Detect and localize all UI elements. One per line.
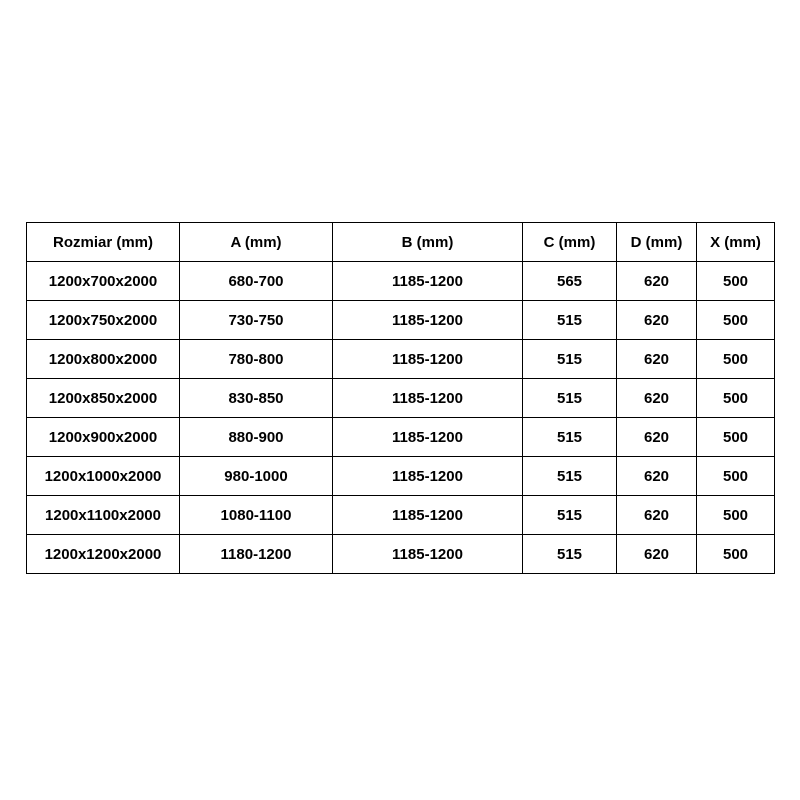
column-header-a: A (mm)	[180, 223, 333, 262]
cell-rozmiar: 1200x1000x2000	[27, 457, 180, 496]
table-body	[27, 262, 775, 574]
cell-rozmiar: 1200x700x2000	[27, 262, 180, 301]
size-table-container	[26, 222, 774, 574]
cell-a: 1180-1200	[180, 535, 333, 574]
cell-rozmiar: 1200x800x2000	[27, 340, 180, 379]
size-table	[26, 222, 775, 574]
table-row	[27, 379, 775, 418]
cell-b: 1185-1200	[333, 379, 523, 418]
cell-b: 1185-1200	[333, 340, 523, 379]
cell-a: 980-1000	[180, 457, 333, 496]
cell-d: 620	[617, 379, 697, 418]
cell-d: 620	[617, 340, 697, 379]
cell-a: 680-700	[180, 262, 333, 301]
cell-a: 780-800	[180, 340, 333, 379]
cell-rozmiar: 1200x1100x2000	[27, 496, 180, 535]
cell-c: 515	[523, 457, 617, 496]
table-row	[27, 262, 775, 301]
table-row	[27, 301, 775, 340]
cell-b: 1185-1200	[333, 535, 523, 574]
cell-b: 1185-1200	[333, 301, 523, 340]
cell-d: 620	[617, 418, 697, 457]
cell-c: 515	[523, 301, 617, 340]
cell-c: 515	[523, 379, 617, 418]
cell-rozmiar: 1200x850x2000	[27, 379, 180, 418]
table-header-row	[27, 223, 775, 262]
cell-rozmiar: 1200x1200x2000	[27, 535, 180, 574]
column-header-c: C (mm)	[523, 223, 617, 262]
cell-x: 500	[697, 262, 775, 301]
cell-c: 515	[523, 418, 617, 457]
table-row	[27, 457, 775, 496]
cell-d: 620	[617, 301, 697, 340]
cell-x: 500	[697, 535, 775, 574]
column-header-rozmiar: Rozmiar (mm)	[27, 223, 180, 262]
column-header-x: X (mm)	[697, 223, 775, 262]
cell-rozmiar: 1200x900x2000	[27, 418, 180, 457]
table-row	[27, 496, 775, 535]
cell-x: 500	[697, 418, 775, 457]
cell-d: 620	[617, 535, 697, 574]
cell-x: 500	[697, 301, 775, 340]
cell-b: 1185-1200	[333, 418, 523, 457]
cell-x: 500	[697, 457, 775, 496]
table-row	[27, 340, 775, 379]
cell-b: 1185-1200	[333, 262, 523, 301]
cell-c: 515	[523, 496, 617, 535]
cell-d: 620	[617, 262, 697, 301]
cell-a: 1080-1100	[180, 496, 333, 535]
cell-rozmiar: 1200x750x2000	[27, 301, 180, 340]
cell-c: 565	[523, 262, 617, 301]
table-row	[27, 535, 775, 574]
cell-b: 1185-1200	[333, 496, 523, 535]
cell-d: 620	[617, 457, 697, 496]
cell-d: 620	[617, 496, 697, 535]
cell-x: 500	[697, 379, 775, 418]
cell-b: 1185-1200	[333, 457, 523, 496]
cell-c: 515	[523, 340, 617, 379]
cell-a: 830-850	[180, 379, 333, 418]
table-row	[27, 418, 775, 457]
table-header	[27, 223, 775, 262]
cell-c: 515	[523, 535, 617, 574]
cell-x: 500	[697, 340, 775, 379]
cell-a: 880-900	[180, 418, 333, 457]
column-header-d: D (mm)	[617, 223, 697, 262]
cell-x: 500	[697, 496, 775, 535]
cell-a: 730-750	[180, 301, 333, 340]
column-header-b: B (mm)	[333, 223, 523, 262]
